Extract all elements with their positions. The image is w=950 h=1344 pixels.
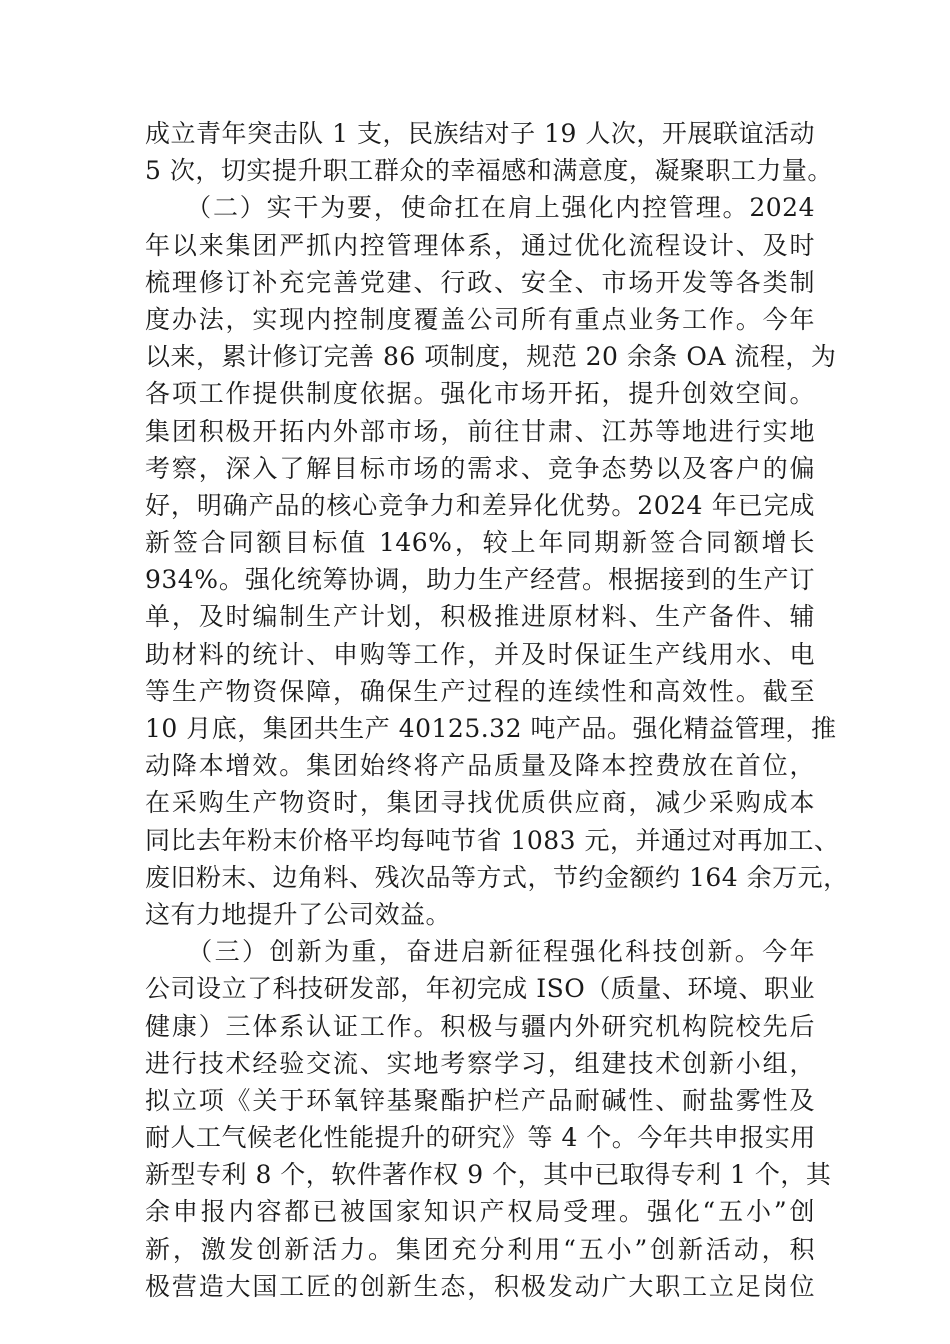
text-line: 10 月底，集团共生产 40125.32 吨产品。强化精益管理，推 bbox=[145, 714, 837, 743]
text-line: 各项工作提供制度依据。强化市场开拓，提升创效空间。 bbox=[145, 379, 815, 409]
text-line: 新签合同额目标值 146%，较上年同期新签合同额增长 bbox=[145, 528, 815, 558]
text-line: 在采购生产物资时，集团寻找优质供应商，减少采购成本 bbox=[145, 788, 815, 818]
text-line: 新，激发创新活力。集团充分利用“五小”创新活动，积 bbox=[145, 1234, 815, 1264]
text-line: 余申报内容都已被国家知识产权局受理。强化“五小”创 bbox=[145, 1197, 815, 1227]
text-line: 健康）三体系认证工作。积极与疆内外研究机构院校先后 bbox=[145, 1011, 815, 1041]
text-line: 耐人工气候老化性能提升的研究》等 4 个。今年共申报实用 bbox=[145, 1123, 816, 1153]
text-line: 动降本增效。集团始终将产品质量及降本控费放在首位， bbox=[145, 751, 815, 781]
text-line: 5 次，切实提升职工群众的幸福感和满意度，凝聚职工力量。 bbox=[145, 156, 833, 186]
text-line: 等生产物资保障，确保生产过程的连续性和高效性。截至 bbox=[145, 676, 815, 706]
section-heading-line: （二）实干为要，使命扛在肩上强化内控管理。2024 bbox=[145, 193, 815, 223]
text-line: 废旧粉末、边角料、残次品等方式，节约金额约 164 余万元， bbox=[145, 862, 849, 892]
text-line: 这有力地提升了公司效益。 bbox=[145, 899, 452, 929]
text-line: 以来，累计修订完善 86 项制度，规范 20 余条 OA 流程，为 bbox=[145, 342, 837, 372]
text-line: 公司设立了科技研发部，年初完成 ISO（质量、环境、职业 bbox=[145, 974, 815, 1004]
text-line: 助材料的统计、申购等工作，并及时保证生产线用水、电 bbox=[145, 639, 815, 669]
text-line: 度办法，实现内控制度覆盖公司所有重点业务工作。今年 bbox=[145, 304, 815, 334]
text-line: 新型专利 8 个，软件著作权 9 个，其中已取得专利 1 个，其 bbox=[145, 1160, 832, 1190]
text-line: 考察，深入了解目标市场的需求、竞争态势以及客户的偏 bbox=[145, 453, 815, 483]
text-line: 年以来集团严抓内控管理体系，通过优化流程设计、及时 bbox=[145, 230, 815, 260]
text-line: 成立青年突击队 1 支，民族结对子 19 人次，开展联谊活动 bbox=[145, 119, 815, 148]
text-line: 极营造大国工匠的创新生态，积极发动广大职工立足岗位 bbox=[145, 1271, 815, 1301]
body-text bbox=[145, 115, 849, 1305]
text-line: 同比去年粉末价格平均每吨节省 1083 元，并通过对再加工、 bbox=[145, 825, 840, 855]
text-line: 好，明确产品的核心竞争力和差异化优势。2024 年已完成 bbox=[145, 490, 815, 520]
text-line: 进行技术经验交流、实地考察学习，组建技术创新小组， bbox=[145, 1048, 815, 1078]
text-line: 集团积极开拓内外部市场，前往甘肃、江苏等地进行实地 bbox=[145, 416, 815, 446]
text-line: 单，及时编制生产计划，积极推进原材料、生产备件、辅 bbox=[145, 602, 815, 632]
text-line: 拟立项《关于环氧锌基聚酯护栏产品耐碱性、耐盐雾性及 bbox=[145, 1085, 815, 1115]
section-heading-line: （三）创新为重，奋进启新征程强化科技创新。今年 bbox=[145, 937, 815, 967]
text-line: 934%。强化统筹协调，助力生产经营。根据接到的生产订 bbox=[145, 565, 815, 595]
text-line: 梳理修订补充完善党建、行政、安全、市场开发等各类制 bbox=[145, 267, 815, 297]
